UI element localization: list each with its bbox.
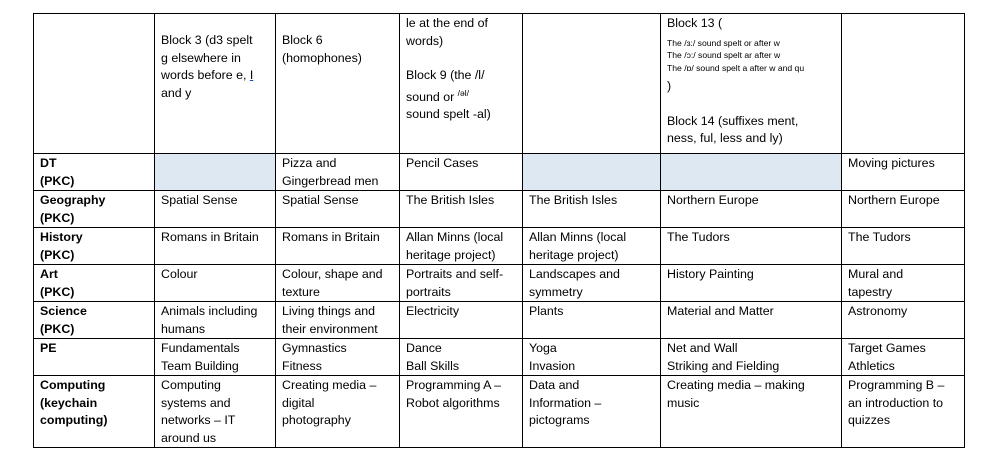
subject-row-science [34,302,965,339]
table-cell [155,154,276,191]
subject-row-art [34,265,965,302]
table-cell: The British Isles [400,191,523,228]
table-cell: The British Isles [523,191,661,228]
table-cell [523,154,661,191]
table-cell: Spatial Sense [276,191,400,228]
curriculum-table [33,13,965,448]
table-cell: Pencil Cases [400,154,523,191]
row-label: PE [34,339,155,376]
table-cell: Net and Wall Striking and Fielding [661,339,842,376]
block14-text: Block 14 (suffixes ment, ness, ful, less and ly) [667,113,799,145]
table-cell: Electricity [400,302,523,339]
table-cell: Programming B – an introduction to quizzes [842,376,965,448]
table-cell: Romans in Britain [276,228,400,265]
header-cell-empty-3 [842,14,965,154]
table-cell: Material and Matter [661,302,842,339]
table-cell: The Tudors [842,228,965,265]
block9-title: Block 9 (the /l/ [406,68,485,82]
table-cell: Living things and their environment [276,302,400,339]
table-cell: Fundamentals Team Building [155,339,276,376]
table-cell: Allan Minns (local heritage project) [400,228,523,265]
table-cell: Northern Europe [661,191,842,228]
row-label: Geography (PKC) [34,191,155,228]
table-cell: Creating media – making music [661,376,842,448]
subject-row-dt [34,154,965,191]
subject-row-geography [34,191,965,228]
table-cell: Allan Minns (local heritage project) [523,228,661,265]
block13-title: Block 13 ( [667,16,723,30]
table-cell: Yoga Invasion [523,339,661,376]
table-cell: Landscapes and symmetry [523,265,661,302]
table-cell: Target Games Athletics [842,339,965,376]
table-cell: Programming A – Robot algorithms [400,376,523,448]
spelling-header-row [34,14,965,154]
row-label: DT (PKC) [34,154,155,191]
subject-row-history [34,228,965,265]
block9-sound-symbol: /əl/ [457,87,470,98]
table-cell: Romans in Britain [155,228,276,265]
header-cell-block3 [155,14,276,154]
block3-line2: g elsewhere in [161,50,241,65]
block9-sound: sound or [406,89,458,104]
table-cell: Spatial Sense [155,191,276,228]
table-cell: Mural and tapestry [842,265,965,302]
table-cell [661,154,842,191]
row-label: History (PKC) [34,228,155,265]
subject-row-pe [34,339,965,376]
table-cell: Astronomy [842,302,965,339]
block3-line3: words before e, [161,68,250,82]
subject-row-computing [34,376,965,448]
block13-rule3: The /ɒ/ sound spelt a after w and qu [667,62,805,73]
table-cell: Creating media – digital photography [276,376,400,448]
row-label: Art (PKC) [34,265,155,302]
header-cell-block13 [661,14,842,154]
block13-rule1: The /ɜ:/ sound spelt or after w [667,37,780,48]
table-cell: Plants [523,302,661,339]
row-label: Computing (keychain computing) [34,376,155,448]
table-cell: History Painting [661,265,842,302]
table-cell: Gymnastics Fitness [276,339,400,376]
block9-spelt: sound spelt -al) [406,107,491,121]
table-cell: Animals including humans [155,302,276,339]
block9-continued: le at the end of words) [406,16,488,48]
table-cell: Colour, shape and texture [276,265,400,302]
header-cell-block9 [400,14,523,154]
header-empty-cell [34,14,155,154]
block6-text: Block 6 (homophones) [282,33,362,65]
table-cell: Data and Information – pictograms [523,376,661,448]
block3-line1: Block 3 (d3 spelt [161,33,253,47]
header-cell-empty-2 [523,14,661,154]
table-cell: Colour [155,265,276,302]
table-cell: Computing systems and networks – IT around us [155,376,276,448]
block3-line4: and y [161,85,192,100]
table-cell: The Tudors [661,228,842,265]
table-cell: Portraits and self- portraits [400,265,523,302]
table-cell: Moving pictures [842,154,965,191]
table-cell: Dance Ball Skills [400,339,523,376]
table-cell: Northern Europe [842,191,965,228]
header-cell-block6 [276,14,400,154]
table-cell: Pizza and Gingerbread men [276,154,400,191]
row-label: Science (PKC) [34,302,155,339]
block13-close: ) [667,79,672,93]
block3-letter: I [249,68,254,82]
block13-rule2: The /ɔ:/ sound spelt ar after w [667,50,781,60]
